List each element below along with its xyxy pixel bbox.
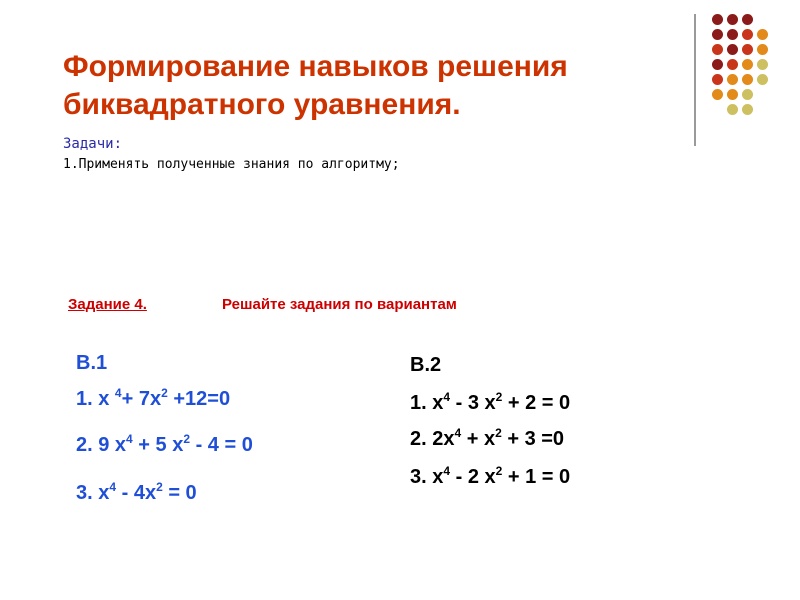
slide-title: Формирование навыков решения биквадратного уравнения. [63,50,568,121]
eq-exponent: 2 [495,390,503,404]
decorative-dot [742,74,753,85]
eq-exponent: 4 [114,386,122,400]
decorative-divider [694,14,696,146]
variant-1-equation-2 [76,434,253,457]
decorative-dot [727,29,738,40]
eq-exponent: 4 [126,432,133,446]
decorative-dot [757,59,768,70]
eq-text: = 0 [162,482,197,504]
eq-text: 2. 2x [410,428,455,450]
decorative-dot [727,59,738,70]
decorative-dot [712,74,723,85]
eq-text: +12=0 [167,388,231,410]
eq-exponent: 4 [443,464,451,478]
decorative-dot [757,74,768,85]
decorative-dot [727,44,738,55]
variant-1-title: В.1 [76,352,108,374]
eq-text: + 5 x [132,434,184,456]
eq-text: - 4x [116,482,157,504]
decorative-dot [712,14,723,25]
decorative-dot [742,59,753,70]
eq-text: 3. x [76,482,110,504]
eq-exponent: 2 [495,464,503,478]
eq-text: + 2 = 0 [502,392,571,414]
decorative-dot [742,14,753,25]
eq-text: - 2 x [450,466,496,488]
eq-exponent: 2 [183,432,191,446]
decorative-dot [727,14,738,25]
variant-2-equation-1 [410,392,570,415]
tasks-item-1: 1.Применять полученные знания по алгоритму; [63,157,400,172]
decorative-dot [727,89,738,100]
decorative-dot [727,74,738,85]
assignment-label: Задание 4. [68,296,147,313]
decorative-dot [757,29,768,40]
decorative-dot [712,44,723,55]
decorative-dot [742,29,753,40]
tasks-heading: Задачи: [63,136,123,152]
variant-1-equation-3 [76,482,197,505]
variant-2-title: В.2 [410,354,442,376]
decorative-dot [742,89,753,100]
decorative-dot [742,104,753,115]
decorative-dot [742,44,753,55]
eq-text: + x [461,428,496,450]
eq-text: - 4 = 0 [190,434,253,456]
eq-text: + 1 = 0 [502,466,571,488]
eq-exponent: 2 [156,480,163,494]
eq-exponent: 4 [454,426,462,440]
variant-2-equation-2 [410,428,564,451]
decorative-dot [757,44,768,55]
eq-text: 2. 9 x [76,434,127,456]
eq-text: + 3 =0 [501,428,565,450]
decorative-dot [727,104,738,115]
eq-text: + 7x [121,388,162,410]
eq-text: 1. x [76,388,115,410]
decorative-dot [712,59,723,70]
variant-1-equation-1 [76,388,230,411]
eq-exponent: 2 [161,386,168,400]
eq-text: - 3 x [450,392,496,414]
variant-2-equation-3 [410,466,570,489]
decorative-dot [712,89,723,100]
eq-text: 3. x [410,466,444,488]
decorative-dot [712,29,723,40]
eq-exponent: 2 [495,426,502,440]
eq-exponent: 4 [443,390,451,404]
assignment-text: Решайте задания по вариантам [222,296,457,313]
eq-exponent: 4 [109,480,117,494]
eq-text: 1. x [410,392,444,414]
